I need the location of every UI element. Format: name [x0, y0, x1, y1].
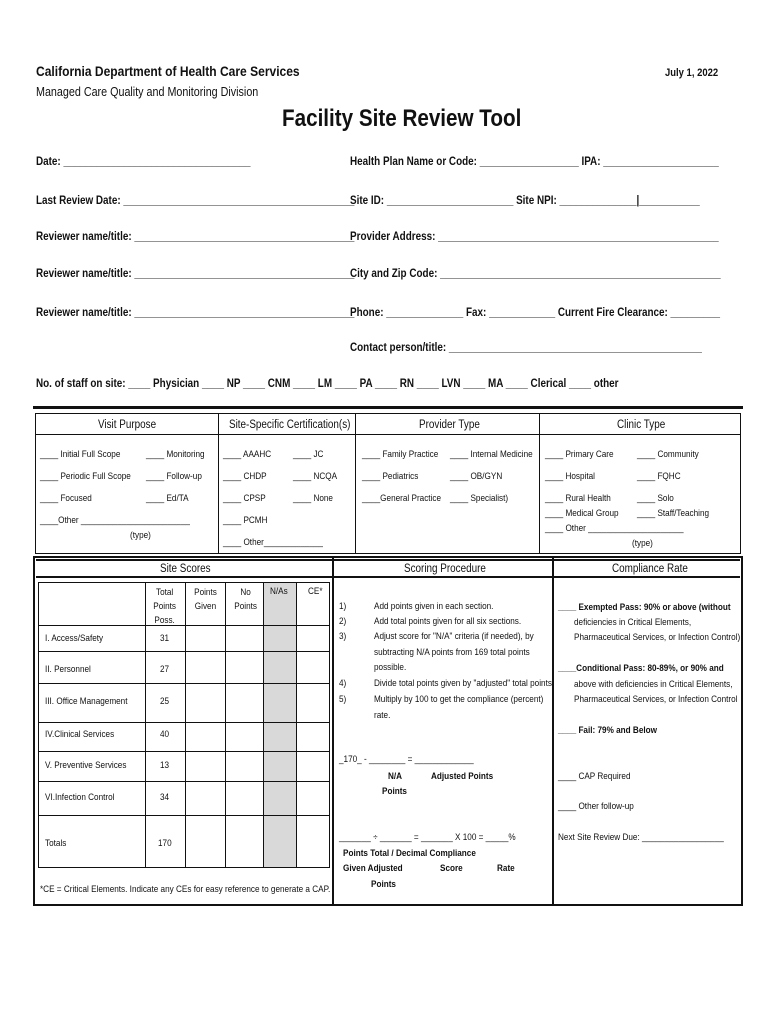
formula-compliance-rate[interactable]: _______ ÷ _______ = _______ X 100 = _____% — [339, 832, 516, 843]
division-name: Managed Care Quality and Monitoring Division — [36, 85, 259, 99]
step-text: subtracting N/A points from 169 total points — [374, 647, 530, 658]
date-field[interactable]: Date: __________________________________ — [36, 156, 251, 168]
formula-labels-points: Points — [371, 879, 396, 890]
step-number: 5) — [339, 694, 347, 705]
clinic-medical-group[interactable]: ____ Medical Group — [545, 508, 619, 519]
conditional-pass-note: Pharmaceutical Services, or Infection Control — [574, 694, 738, 705]
row-total-access-safety: 31 — [160, 633, 170, 644]
formula-adjusted-points[interactable]: _170_ - ________ = _____________ — [339, 754, 474, 765]
col-no-points: No Points — [234, 587, 257, 612]
compliance-rate-header: Compliance Rate — [612, 563, 688, 575]
cert-cpsp[interactable]: ____ CPSP — [223, 493, 266, 504]
clinic-type-header: Clinic Type — [617, 419, 666, 431]
cert-pcmh[interactable]: ____ PCMH — [223, 515, 268, 526]
provider-general-practice[interactable]: ____General Practice — [362, 493, 442, 504]
clinic-hospital[interactable]: ____ Hospital — [545, 471, 595, 482]
conditional-pass-option[interactable]: ____Conditional Pass: 80-89%, or 90% and — [558, 663, 724, 674]
purpose-col-rule — [539, 414, 540, 554]
row-rule — [39, 751, 330, 752]
conditional-pass-note: above with deficiencies in Critical Elements, — [574, 679, 733, 690]
certification-header: Site-Specific Certification(s) — [229, 419, 351, 431]
step-number: 4) — [339, 678, 347, 689]
row-rule — [39, 722, 330, 723]
row-label-personnel: II. Personnel — [45, 664, 91, 675]
formula-labels-score: Score — [440, 863, 463, 874]
clinic-staff-teaching[interactable]: ____ Staff/Teaching — [637, 508, 710, 519]
site-id-field[interactable]: Site ID: _______________________ Site NPI: ______________|___________ — [350, 195, 700, 207]
scores-header-rule — [36, 576, 740, 578]
clinic-fqhc[interactable]: ____ FQHC — [637, 471, 681, 482]
ce-footnote: *CE = Critical Elements. Indicate any CEs for easy reference to generate a CAP. — [40, 884, 331, 895]
scores-col-rule — [332, 558, 334, 904]
step-number: 2) — [339, 616, 347, 627]
provider-address-field[interactable]: Provider Address: ___________________________________________________ — [350, 231, 719, 243]
scoring-procedure-header: Scoring Procedure — [404, 563, 486, 575]
visit-follow-up[interactable]: ____ Follow-up — [146, 471, 202, 482]
contact-person-field[interactable]: Contact person/title: ______________________________________________ — [350, 342, 702, 354]
formula-labels-given: Given Adjusted — [343, 863, 403, 874]
clinic-other[interactable]: ____ Other _____________________ — [545, 523, 684, 534]
provider-type-header: Provider Type — [419, 419, 480, 431]
clinic-other-type-label: (type) — [632, 538, 653, 549]
row-label-access-safety: I. Access/Safety — [45, 633, 104, 644]
formula-labels-line1: Points Total / Decimal Compliance — [343, 848, 476, 859]
step-text: possible. — [374, 662, 407, 673]
purpose-col-rule — [218, 414, 219, 554]
site-scores-header: Site Scores — [160, 563, 211, 575]
health-plan-field[interactable]: Health Plan Name or Code: __________________ IPA: _____________________ — [350, 156, 719, 168]
visit-ed-ta[interactable]: ____ Ed/TA — [146, 493, 189, 504]
reviewer-field-1[interactable]: Reviewer name/title: ________________________________________ — [36, 231, 355, 243]
step-number: 1) — [339, 601, 347, 612]
cert-none[interactable]: ____ None — [293, 493, 333, 504]
page-title: Facility Site Review Tool — [282, 105, 522, 132]
reviewer-field-2[interactable]: Reviewer name/title: ________________________________________ — [36, 268, 355, 280]
step-text: rate. — [374, 710, 391, 721]
row-rule — [39, 815, 330, 816]
cert-jc[interactable]: ____ JC — [293, 449, 324, 460]
step-text: Adjust score for "N/A" criteria (if needed), by — [374, 631, 534, 642]
provider-specialist[interactable]: ____ Specialist) — [450, 493, 509, 504]
col-ce: CE* — [308, 586, 323, 597]
exempted-pass-option[interactable]: ____ Exempted Pass: 90% or above (without — [558, 602, 731, 613]
fail-option[interactable]: ____ Fail: 79% and Below — [558, 725, 657, 736]
row-rule — [39, 651, 330, 652]
purpose-col-rule — [355, 414, 356, 554]
row-rule — [39, 683, 330, 684]
step-text: Add points given in each section. — [374, 601, 494, 612]
last-review-field[interactable]: Last Review Date: __________________________________________ — [36, 195, 355, 207]
cert-chdp[interactable]: ____ CHDP — [223, 471, 267, 482]
row-total-totals: 170 — [158, 838, 172, 849]
reviewer-field-3[interactable]: Reviewer name/title: ________________________________________ — [36, 307, 355, 319]
clinic-primary-care[interactable]: ____ Primary Care — [545, 449, 614, 460]
cert-ncqa[interactable]: ____ NCQA — [293, 471, 338, 482]
revision-date: July 1, 2022 — [665, 67, 719, 79]
cert-aaahc[interactable]: ____ AAAHC — [223, 449, 272, 460]
col-points-given: Points Given — [194, 587, 217, 612]
provider-internal-medicine[interactable]: ____ Internal Medicine — [450, 449, 533, 460]
scores-top-rule — [36, 559, 740, 561]
row-total-infection-control: 34 — [160, 792, 170, 803]
step-text: Add total points given for all six sections. — [374, 616, 522, 627]
phone-fax-field[interactable]: Phone: ______________ Fax: ____________ Current Fire Clearance: _________ — [350, 307, 721, 319]
clinic-solo[interactable]: ____ Solo — [637, 493, 674, 504]
provider-family-practice[interactable]: ____ Family Practice — [362, 449, 439, 460]
provider-pediatrics[interactable]: ____ Pediatrics — [362, 471, 419, 482]
scores-col-rule — [552, 558, 554, 904]
formula-labels-rate: Rate — [497, 863, 515, 874]
visit-focused[interactable]: ____ Focused — [40, 493, 92, 504]
visit-monitoring[interactable]: ____ Monitoring — [146, 449, 205, 460]
step-number: 3) — [339, 631, 347, 642]
row-label-clinical-services: IV.Clinical Services — [45, 729, 115, 740]
label-points: Points — [382, 786, 407, 797]
row-total-office-management: 25 — [160, 696, 170, 707]
org-name: California Department of Health Care Services — [36, 63, 300, 79]
visit-other-type-label: (type) — [130, 530, 151, 541]
purpose-header-rule — [36, 434, 740, 435]
row-label-totals: Totals — [45, 838, 67, 849]
staff-count-row[interactable]: No. of staff on site: ____ Physician ____ NP ____ CNM ____ LM ____ PA ____ RN ____ LVN ____ MA ____ Clerical ____ other — [36, 378, 619, 390]
row-total-clinical-services: 40 — [160, 729, 170, 740]
visit-other[interactable]: ____Other ________________________ — [40, 515, 190, 526]
cap-required-option[interactable]: ____ CAP Required — [558, 771, 631, 782]
row-total-preventive-services: 13 — [160, 760, 170, 771]
col-total-points-possible: Total Points Poss. — [153, 587, 176, 626]
row-label-infection-control: VI.Infection Control — [45, 792, 115, 803]
step-text: Multiply by 100 to get the compliance (percent) — [374, 694, 544, 705]
clinic-community[interactable]: ____ Community — [637, 449, 699, 460]
divider-thick — [33, 406, 743, 409]
other-follow-up-option[interactable]: ____ Other follow-up — [558, 801, 634, 812]
label-na: N/A — [388, 771, 403, 782]
row-rule — [39, 781, 330, 782]
city-zip-field[interactable]: City and Zip Code: ___________________________________________________ — [350, 268, 721, 280]
score-head-rule — [39, 625, 330, 626]
visit-purpose-header: Visit Purpose — [98, 419, 157, 431]
exempted-pass-note: deficiencies in Critical Elements, — [574, 617, 692, 628]
col-nas: N/As — [270, 586, 288, 597]
row-label-office-management: III. Office Management — [45, 696, 128, 707]
step-text: Divide total points given by "adjusted" total points. — [374, 678, 555, 689]
next-review-due-field[interactable]: Next Site Review Due: __________________ — [558, 832, 724, 843]
label-adjusted-points: Adjusted Points — [431, 771, 494, 782]
exempted-pass-note: Pharmaceutical Services, or Infection Control) — [574, 632, 741, 643]
visit-periodic-full-scope[interactable]: ____ Periodic Full Scope — [40, 471, 131, 482]
cert-other[interactable]: ____ Other_____________ — [223, 537, 323, 548]
row-total-personnel: 27 — [160, 664, 170, 675]
row-label-preventive-services: V. Preventive Services — [45, 760, 127, 771]
visit-initial-full-scope[interactable]: ____ Initial Full Scope — [40, 449, 121, 460]
clinic-rural-health[interactable]: ____ Rural Health — [545, 493, 611, 504]
provider-ob-gyn[interactable]: ____ OB/GYN — [450, 471, 503, 482]
